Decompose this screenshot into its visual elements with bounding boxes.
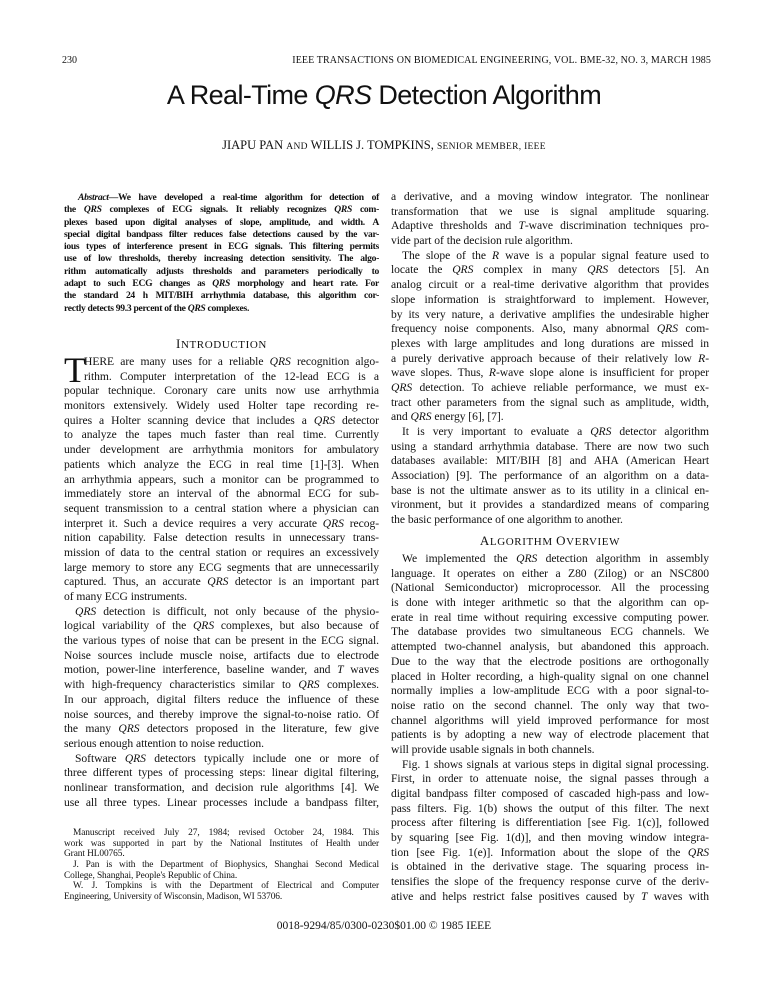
text-line: College, Shanghai, People's Republic of China. <box>64 870 238 881</box>
text-line: digital bandpass filter composed of cascaded high-pass and low- <box>391 787 709 800</box>
text-line: the basic performance of one algorithm to another. <box>391 513 623 527</box>
text-line: ative and helps restrict false positives caused by T waves with <box>391 889 709 903</box>
text-line: QRS detection. To achieve reliable performance, we must ex- <box>391 380 709 394</box>
text-line: Association) [9]. The performance of an algorithm on a data- <box>391 469 709 483</box>
title-italic: QRS <box>314 80 372 110</box>
paragraph <box>64 860 379 881</box>
paragraph <box>391 249 709 425</box>
text-line: is obtained in the derivative stage. The squaring process in- <box>391 860 709 874</box>
text-line: work was supported in part by the National Institutes of Health under <box>64 838 379 849</box>
text-line: slope information is straightforward to implement. However, <box>391 292 709 306</box>
text-line: (National Semiconductor) microprocessor. All the processing <box>391 581 709 595</box>
text-line: process after filtering is differentiation [see Fig. 1(c)], followed <box>391 816 709 830</box>
heading-rest: NTRODUCTION <box>180 339 267 351</box>
text-line: The slope of the R wave is a popular signal feature used to <box>402 248 709 262</box>
introduction-heading <box>64 334 379 354</box>
text-line: channel algorithms will yield improved performance for most <box>391 713 709 727</box>
text-line: It is very important to evaluate a QRS detector algorithm <box>402 425 709 438</box>
text-line: the various types of noise that can be present in the ECG signal. <box>64 634 379 648</box>
algorithm-overview-heading <box>391 531 709 551</box>
text-line: quires a Holter scanning device that includes a QRS detector <box>64 413 379 427</box>
footnotes <box>64 828 379 903</box>
text-line: vide part of the decision rule algorithm. <box>391 234 573 248</box>
text-line: by squaring [see Fig. 1(d)], and then moving window integra- <box>391 831 709 845</box>
text-line: nition capability. False detection results in unnecessary trans- <box>64 531 379 545</box>
paper-title <box>0 80 768 111</box>
text-line: The database provides two simultaneous ECG channels. We <box>391 625 709 639</box>
text-line: W. J. Tompkins is with the Department of Electrical and Computer <box>73 881 379 892</box>
text-line: noise sources, and thereby improve the signal-to-noise ratio. Of <box>64 707 379 721</box>
text-line: patients which analyze the ECG in real time [1]-[3]. When <box>64 457 379 471</box>
paragraph <box>64 752 379 811</box>
introduction-left <box>64 350 380 810</box>
heading-initial: O <box>556 533 567 548</box>
text-line: vironment, but it provides a standardized means of comparing <box>391 498 709 512</box>
introduction-right <box>391 190 709 528</box>
text-line: tensifies the slope of the frequency response curve of the deriv- <box>391 875 709 889</box>
text-line: interpret it. Such a device requires a very accurate QRS recog- <box>64 516 380 530</box>
text-line: serious enough attention to noise reduction. <box>64 736 265 750</box>
text-line: erate in real time without requiring excessive computing power. <box>391 610 709 624</box>
text-line: noise ratio on the second channel. The only way that two- <box>391 698 709 712</box>
paragraph <box>64 605 379 752</box>
text-line: transformation that we use is signal amplitude squaring. <box>391 204 709 218</box>
text-line: We implemented the QRS detection algorithm in assembly <box>402 552 709 565</box>
text-line: attempted two-channel analysis, but abandoned this approach. <box>391 640 709 654</box>
heading-initial: I <box>176 336 181 351</box>
text-line: Fig. 1 shows signals at various steps in digital signal processing. <box>402 757 709 771</box>
text-line: immediately store an interval of the abnormal ECG for sub- <box>64 487 379 501</box>
text-line: popular technique. Coronary care units now use arrhythmia <box>64 384 379 398</box>
running-head: IEEE TRANSACTIONS ON BIOMEDICAL ENGINEERING, VOL. BME-32, NO. 3, MARCH 1985 <box>292 55 711 66</box>
author-and: AND <box>286 142 308 152</box>
text-line: wave slopes. Thus, R-wave slope alone is insufficient for proper <box>391 366 709 380</box>
text-line: Noise sources include muscle noise, artifacts due to electrode <box>64 648 379 662</box>
text-line: normally implies a low-amplitude ECG with a poor signal-to- <box>391 684 709 698</box>
intro-paragraph-1 <box>64 350 380 605</box>
heading-rest: VERVIEW <box>566 536 621 548</box>
author-1: JIAPU PAN <box>222 138 284 152</box>
text-line: Grant HL00765. <box>64 849 125 860</box>
paragraph <box>64 881 379 902</box>
text-line <box>64 192 379 204</box>
paragraph <box>391 425 709 528</box>
text-line: under development are arrhythmia monitors for ambulatory <box>64 443 379 457</box>
text-line: mission of data to the central station or requires an excessively <box>64 545 379 559</box>
text-line: will provide usable signals in both channels. <box>391 742 595 756</box>
text-line: Software QRS detectors typically include one or more of <box>75 751 379 765</box>
text-line: with high-frequency characteristics similar to QRS complexes. <box>64 678 380 692</box>
title-pre: A Real-Time <box>166 80 315 110</box>
text-line: motion, power-line interference, baseline wander, and T waves <box>64 663 380 677</box>
text-line: Manuscript received July 27, 1984; revised October 24, 1984. This <box>73 828 379 838</box>
text-line: nonlinear transformation, and decision rule algorithms [4]. We <box>64 780 379 794</box>
paragraph <box>391 190 709 249</box>
paragraph <box>391 552 709 758</box>
text-line: ious types of interference present in ECG signals. This filtering permits <box>64 241 379 253</box>
text-line: rithm automatically adjusts thresholds and parameters periodically to <box>64 265 379 277</box>
text-line: large memory to store any ECG segments that are unnecessarily <box>64 560 379 574</box>
text-line: using a standard arrhythmia database. There are now two such <box>391 439 709 453</box>
text-line: First, in order to attenuate noise, the signal passes through a <box>391 772 709 786</box>
text-line: In our approach, digital filters reduce the influence of these <box>64 692 379 706</box>
abstract <box>64 192 379 315</box>
text-line: an arrhythmia appears, such a monitor can be programmed to <box>64 472 379 486</box>
text-line: QRS detection is difficult, not only because of the physio- <box>75 604 379 618</box>
text-line: sequent transmission to a central station where a physician can <box>64 501 379 515</box>
title-post: Detection Algorithm <box>371 80 602 110</box>
abstract-label: Abstract <box>78 192 109 203</box>
text-line: Adaptive thresholds and T-wave discrimination techniques pro- <box>391 219 709 233</box>
text-line: special digital bandpass filter reduces false detections caused by the var- <box>64 228 379 240</box>
text-line: databases available: MIT/BIH [8] and AHA (American Heart <box>391 454 709 468</box>
copyright-line: 0018-9294/85/0300-0230$01.00 © 1985 IEEE <box>276 920 492 932</box>
author-membership: SENIOR MEMBER, IEEE <box>436 142 546 152</box>
text-line: placed in Holter recording, a high-quality signal on one channel <box>391 669 709 683</box>
text-line: locate the QRS complex in many QRS detectors [5]. An <box>391 263 709 277</box>
text-line: tract other parameters from the signal such as amplitude, width, <box>391 395 709 409</box>
text-line: rithm. Computer interpretation of the 12-lead ECG is a <box>84 369 379 383</box>
text-line: to analyze the tapes much faster than real time. Currently <box>64 428 379 442</box>
paragraph <box>64 828 379 860</box>
text-line: plexes with large amplitudes and long durations are missed in <box>391 336 709 350</box>
text-line: logical variability of the QRS complexes, but also because of <box>64 619 379 633</box>
text-line: base is not the ultimate answer as to its utility in a clinical en- <box>391 483 709 497</box>
text-line: monitors extensively. Widely used Holter tape recording re- <box>64 399 379 413</box>
text-line: analog circuit or a real-time derivative algorithm that provides <box>391 278 709 292</box>
text-line: rectly detects 99.3 percent of the QRS complexes. <box>64 302 250 314</box>
text-line: frequency noise components. Also, many abnormal QRS com- <box>391 322 709 336</box>
text-line: Due to the way that the electrode positions are orthogonally <box>391 654 709 668</box>
text-line: language. It operates on either a Z80 (Zilog) or an NSC800 <box>391 566 709 580</box>
text-line: of many ECG instruments. <box>64 590 188 603</box>
text-line: the many QRS detectors proposed in the literature, few give <box>64 722 379 736</box>
drop-cap: T <box>64 350 86 390</box>
abstract-text: —We have developed a real-time algorithm for detection of <box>108 192 379 203</box>
text-line: captured. Thus, an accurate QRS detector is an important part <box>64 575 379 589</box>
page-number: 230 <box>62 55 77 66</box>
paragraph <box>391 758 709 905</box>
text-line: the standard 24 h MIT/BIH arrhythmia database, this algorithm cor- <box>64 290 379 302</box>
text-line: the QRS complexes of ECG signals. It reliably recognizes QRS com- <box>64 204 379 216</box>
text-line: is done with integer arithmetic so that the algorithm can op- <box>391 596 709 610</box>
text-line: adapt to such ECG changes as QRS morphology and heart rate. For <box>64 278 379 290</box>
text-line: use of low thresholds, thereby increasing detection sensitivity. The algo- <box>64 253 379 265</box>
text-line: J. Pan is with the Department of Biophysics, Shanghai Second Medical <box>73 860 379 871</box>
text-line: use all three types. Linear processes include a bandpass filter, <box>64 795 379 809</box>
author-2: WILLIS J. TOMPKINS, <box>310 138 434 152</box>
text-line: plexes based upon digital analyses of slope, amplitude, and width. A <box>64 216 379 228</box>
text-line: HERE are many uses for a reliable QRS recognition algo- <box>84 355 379 368</box>
text-line: tion [see Fig. 1(e)]. Information about the slope of the QRS <box>391 845 709 859</box>
authors <box>0 138 768 153</box>
heading-rest: LGORITHM <box>489 536 557 548</box>
heading-initial: A <box>479 533 490 548</box>
text-line: patients is by adopting a new way of electrode placement that <box>391 728 709 742</box>
algorithm-overview-body <box>391 552 709 905</box>
text-line: and QRS energy [6], [7]. <box>391 410 504 424</box>
text-line: three different types of processing steps: linear digital filtering, <box>64 766 379 780</box>
text-line: a purely derivative approach because of their relatively low R- <box>391 351 709 365</box>
text-line: Engineering, University of Wisconsin, Madison, WI 53706. <box>64 892 283 903</box>
text-line: pass filters. Fig. 1(b) shows the output of this filter. The next <box>391 801 709 815</box>
text-line: a derivative, and a moving window integrator. The nonlinear <box>391 190 709 203</box>
text-line: by its very nature, a derivative amplifies the undesirable higher <box>391 307 709 321</box>
